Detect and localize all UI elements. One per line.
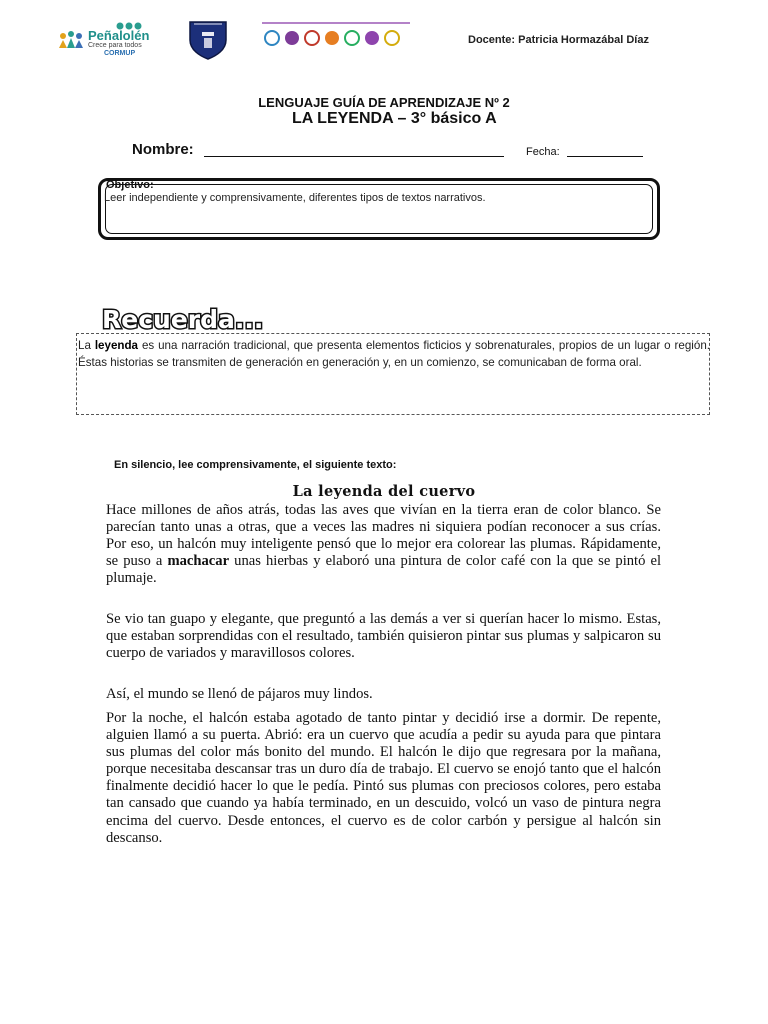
objective-box <box>98 178 660 240</box>
objective-text: Leer independiente y comprensivamente, diferentes tipos de textos narrativos. <box>104 192 486 204</box>
story-paragraph-1 <box>106 502 661 587</box>
recuerda-badge <box>100 300 264 336</box>
people-icon <box>58 28 88 58</box>
story-paragraph-4: Por la noche, el halcón estaba agotado de tanto pintar y decidió irse a dormir. De repente, alguien llamó a su puerta. Abrió: era un cuervo que acudía a pedir su ayuda para que pintara sus plumas del color más bonito del mundo. El halcón le dijo que regresara por la mañana, porque necesitaba descansar tras un duro día de trabajo. El cuervo se enojó tanto que el halcón finalmente decidió hacer lo que le pedía. Pintó sus plumas con preciosos colores, pero estaba tan cansado que cuando ya había terminado, en un descuido, volcó un vaso de pintura negra encima del cuervo. Desde entonces, el cuervo es de color carbón y persigue al halcón sin descanso. <box>106 710 661 846</box>
definition-text <box>78 337 710 371</box>
definition-body: es una narración tradicional, que presenta elementos ficticios y sobrenaturales, propios de un lugar o región. Éstas historias se transmiten de generación en generación y, en un comienzo, se comunicaban de forma oral. <box>78 339 710 369</box>
definition-keyword: leyenda <box>94 339 139 352</box>
guide-subject: LENGUAJE GUÍA DE APRENDIZAJE Nº 2 <box>258 95 510 110</box>
objective-label: Objetivo: <box>106 179 154 191</box>
logo-name: Peñalolén <box>88 28 150 43</box>
story-paragraph-2: Se vio tan guapo y elegante, que preguntó a las demás a ver si querían hacer lo mismo. Estas, que estaban sorprendidas con el resultado, también quisieron pintar sus plumas y salpicaron su cuerpo de variados y maravillosos colores. <box>106 611 661 662</box>
penalolen-logo <box>58 22 168 62</box>
date-field-line[interactable] <box>567 156 643 157</box>
page-title: LA LEYENDA – 3° básico A <box>292 110 497 127</box>
name-field-line[interactable] <box>204 156 504 157</box>
logo-tagline: Crece para todos <box>88 42 142 49</box>
name-label: Nombre: <box>132 141 194 158</box>
story-p1-keyword: machacar <box>167 553 230 570</box>
school-crest-icon <box>186 18 230 60</box>
logo-sub: CORMUP <box>104 50 136 57</box>
story-p1-part-a: Hace millones de años atrás, todas las aves que vivían en la tierra eran de color blanco. Se parecían tanto unas a otras, que a veces las madres ni siquiera podían reconocer a sus crías. Por eso, un halcón muy inteligente pensó que lo mejor era colorear las plumas. Rápidamente, se puso a <box>106 502 661 570</box>
date-label: Fecha: <box>526 146 560 158</box>
story-title: La leyenda del cuervo <box>292 483 476 500</box>
reading-instruction: En silencio, lee comprensivamente, el siguiente texto: <box>114 459 397 471</box>
story-paragraph-3: Así, el mundo se llenó de pájaros muy lindos. <box>106 686 373 702</box>
definition-prefix: La <box>78 339 95 352</box>
recuerda-text: Recuerda... <box>102 305 264 334</box>
story-p1-part-b: unas hierbas y elaboró una pintura de color café con la que se pintó el plumaje. <box>106 553 662 587</box>
teacher-name: Docente: Patricia Hormazábal Díaz <box>468 34 649 46</box>
values-icons <box>262 22 410 50</box>
